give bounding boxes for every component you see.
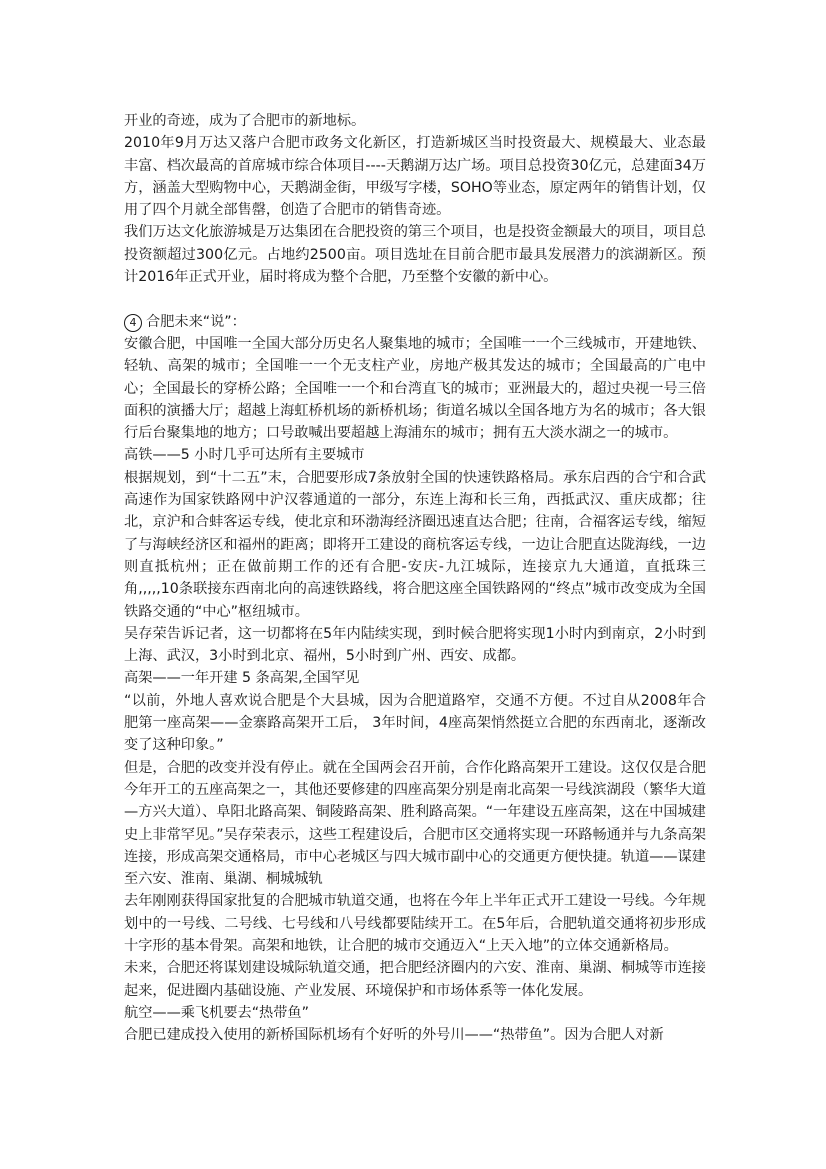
paragraph-intercity-rail: 未来，合肥还将谋划建设城际轨道交通，把合肥经济圈内的六安、淮南、巢湖、桐城等市连接起来，促进圈内基础设施、产业发展、环境保护和市场体系等一体化发展。 — [124, 960, 706, 999]
subheading-aviation: 航空——乘飞机要去“热带鱼” — [124, 1004, 309, 1021]
document-body — [124, 110, 706, 1046]
section-heading — [124, 311, 706, 333]
paragraph-hefei-uniqueness: 安徽合肥，中国唯一全国大部分历史名人聚集地的城市；全国唯一一个三线城市，开建地铁、轻轨、高架的城市；全国唯一一个无支柱产业，房地产极其发达的城市；全国最高的广电中心；全国最长的穿桥公路；全国唯一一个和台湾直飞的城市；亚洲最大的，超过央视一号三倍面积的演播大厅；超越上海虹桥机场的新桥机场；街道名城以全国各地方为名的城市；各大银行后台聚集地的地方；口号敢喊出要超越上海浦东的城市；拥有五大淡水湖之一的城市。 — [124, 335, 706, 442]
section-title: 合肥未来“说”： — [146, 313, 246, 330]
paragraph-tianehu-wanda: 2010年9月万达又落户合肥市政务文化新区，打造新城区当时投资最大、规模最大、业态最丰富、档次最高的首席城市综合体项目----天鹅湖万达广场。项目总投资30亿元，总建面34万方，涵盖大型购物中心，天鹅湖金街，甲级写字楼，SOHO等业态，原定两年的销售计划，仅用了四个月就全部售罄，创造了合肥市的销售奇迹。 — [124, 135, 706, 219]
subheading-high-speed-rail: 高铁——5 小时几乎可达所有主要城市 — [124, 447, 365, 464]
blank-line — [124, 288, 706, 310]
circled-number-badge: 4 — [124, 314, 142, 332]
paragraph-elevated-construction: 但是，合肥的改变并没有停止。就在全国两会召开前，合作化路高架开工建设。这仅仅是合肥今年开工的五座高架之一，其他还要修建的四座高架分别是南北高架一号线滨湖段（繁华大道—方兴大道）、阜阳北路高架、铜陵路高架、胜利路高架。“一年建设五座高架，这在中国城建史上非常罕见。”吴存荣表示，这些工程建设后，合肥市区交通将实现一环路畅通并与九条高架连接，形成高架交通格局，市中心老城区与四大城市副中心的交通更方便快捷。轨道——谋建至六安、淮南、巢湖、桐城城轨 — [124, 759, 706, 888]
paragraph-opening-continuation: 开业的奇迹，成为了合肥市的新地标。 — [124, 113, 366, 129]
subheading-elevated-roads: 高架——一年开建 5 条高架,全国罕见 — [124, 670, 360, 687]
paragraph-wanda-culture-tourism-city: 我们万达文化旅游城是万达集团在合肥投资的第三个项目，也是投资金额最大的项目，项目总投资额超过300亿元。占地约2500亩。项目选址在目前合肥市最具发展潜力的滨湖新区。预计2016年正式开业，届时将成为整个合肥，乃至整个安徽的新中心。 — [124, 224, 706, 286]
paragraph-elevated-quote: “以前，外地人喜欢说合肥是个大县城，因为合肥道路窄，交通不方便。不过自从2008年合肥第一座高架——金寨路高架开工后， 3年时间，4座高架悄然挺立合肥的东西南北，逐渐改变了这种印象。” — [124, 692, 706, 754]
paragraph-travel-times: 吴存荣告诉记者，这一切都将在5年内陆续实现，到时候合肥将实现1小时内到南京，2小时到上海、武汉，3小时到北京、福州，5小时到广州、西安、成都。 — [124, 625, 706, 665]
paragraph-metro: 去年刚刚获得国家批复的合肥城市轨道交通，也将在今年上半年正式开工建设一号线。今年规划中的一号线、二号线、七号线和八号线都要陆续开工。在5年后，合肥轨道交通将初步形成十字形的基本骨架。高架和地铁，让合肥的城市交通迈入“上天入地”的立体交通新格局。 — [124, 893, 706, 954]
paragraph-rail-plan: 根据规划，到“十二五”末，合肥要形成7条放射全国的快速铁路格局。承东启西的合宁和合武高速作为国家铁路网中沪汉蓉通道的一部分，东连上海和长三角，西抵武汉、重庆成都；往北，京沪和合蚌客运专线，使北京和环渤海经济圈迅速直达合肥；往南，合福客运专线，缩短了与海峡经济区和福州的距离；即将开工建设的商杭客运专线，一边让合肥直达陇海线，一边则直抵杭州；正在做前期工作的还有合肥-安庆-九江城际，连接京九大通道，直抵珠三角,,,,,10条联接东西南北向的高速铁路线，将合肥这座全国铁路网的“终点”城市改变成为全国铁路交通的“中心”枢纽城市。 — [124, 469, 706, 620]
paragraph-airport: 合肥已建成投入使用的新桥国际机场有个好听的外号川——“热带鱼”。因为合肥人对新 — [124, 1027, 664, 1044]
